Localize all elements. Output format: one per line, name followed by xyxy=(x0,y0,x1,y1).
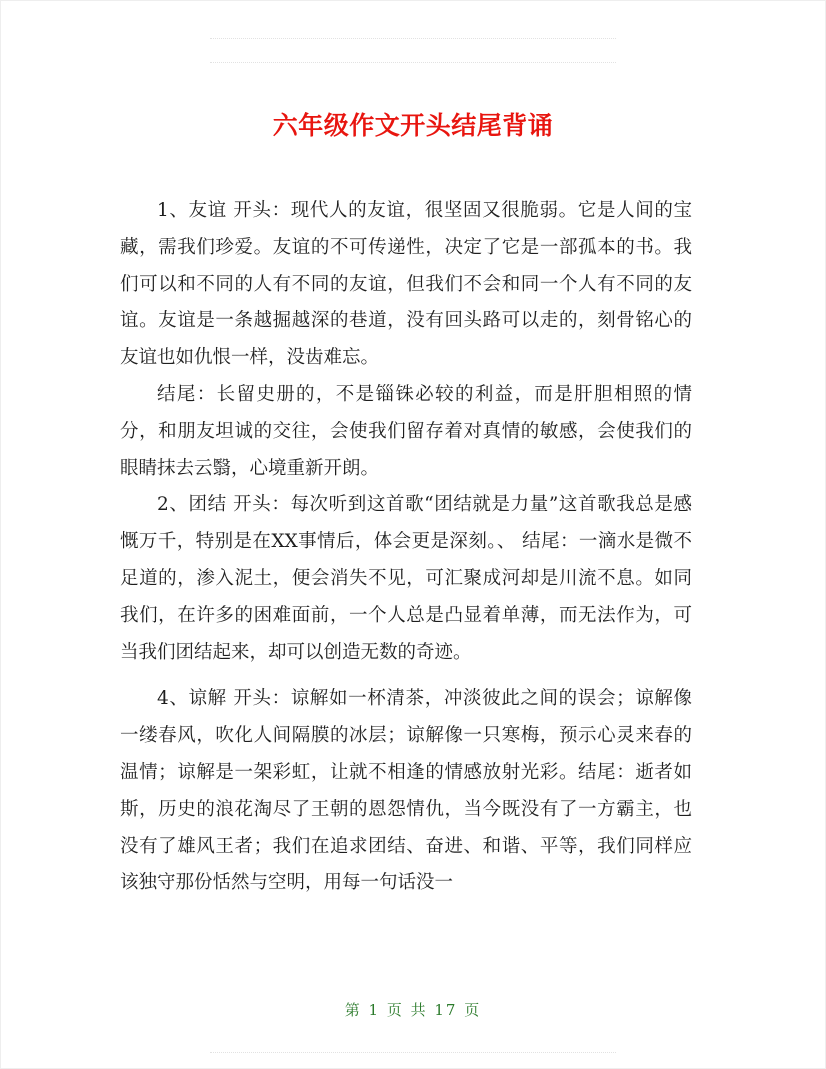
paragraph-unity: 2、团结 开头：每次听到这首歌“团结就是力量”这首歌我总是感慨万千，特别是在XX事情后，体会更是深刻。、 结尾：一滴水是微不足道的，渗入泥土，便会消失不见，可汇聚成河却是川流不息。如同我们，在许多的困难面前，一个人总是凸显着单薄，而无法作为，可当我们团结起来，却可以创造无数的奇迹。 xyxy=(120,494,692,663)
header-dotted-rule xyxy=(210,38,616,39)
page-number-footer: 第 1 页 共 17 页 xyxy=(344,1001,482,1019)
paragraph-friendship-ending: 结尾：长留史册的，不是锱铢必较的利益，而是肝胆相照的情分，和朋友坦诚的交往，会使我们留存着对真情的敏感，会使我们的眼睛抹去云翳，心境重新开朗。 xyxy=(120,383,692,479)
footer-dotted-rule xyxy=(210,1052,616,1053)
paragraph-understanding: 4、谅解 开头：谅解如一杯清茶，冲淡彼此之间的误会；谅解像一缕春风，吹化人间隔膜的冰层；谅解像一只寒梅，预示心灵来春的温情；谅解是一架彩虹，让就不相逢的情感放射光彩。结尾：逝者如斯，历史的浪花淘尽了王朝的恩怨情仇，当今既没有了一方霸主，也没有了雄风王者；我们在追求团结、奋进、和谐、平等，我们同样应该独守那份恬然与空明，用每一句话没一 xyxy=(120,688,692,894)
header-dotted-rule-2 xyxy=(210,62,616,63)
document-body xyxy=(120,193,692,902)
paragraph-friendship-opening: 1、友谊 开头：现代人的友谊，很坚固又很脆弱。它是人间的宝藏，需我们珍爱。友谊的不可传递性，决定了它是一部孤本的书。我们可以和不同的人有不同的友谊，但我们不会和同一个人有不同的友谊。友谊是一条越掘越深的巷道，没有回头路可以走的，刻骨铭心的友谊也如仇恨一样，没齿难忘。 xyxy=(120,200,692,369)
document-title: 六年级作文开头结尾背诵 xyxy=(272,111,554,140)
